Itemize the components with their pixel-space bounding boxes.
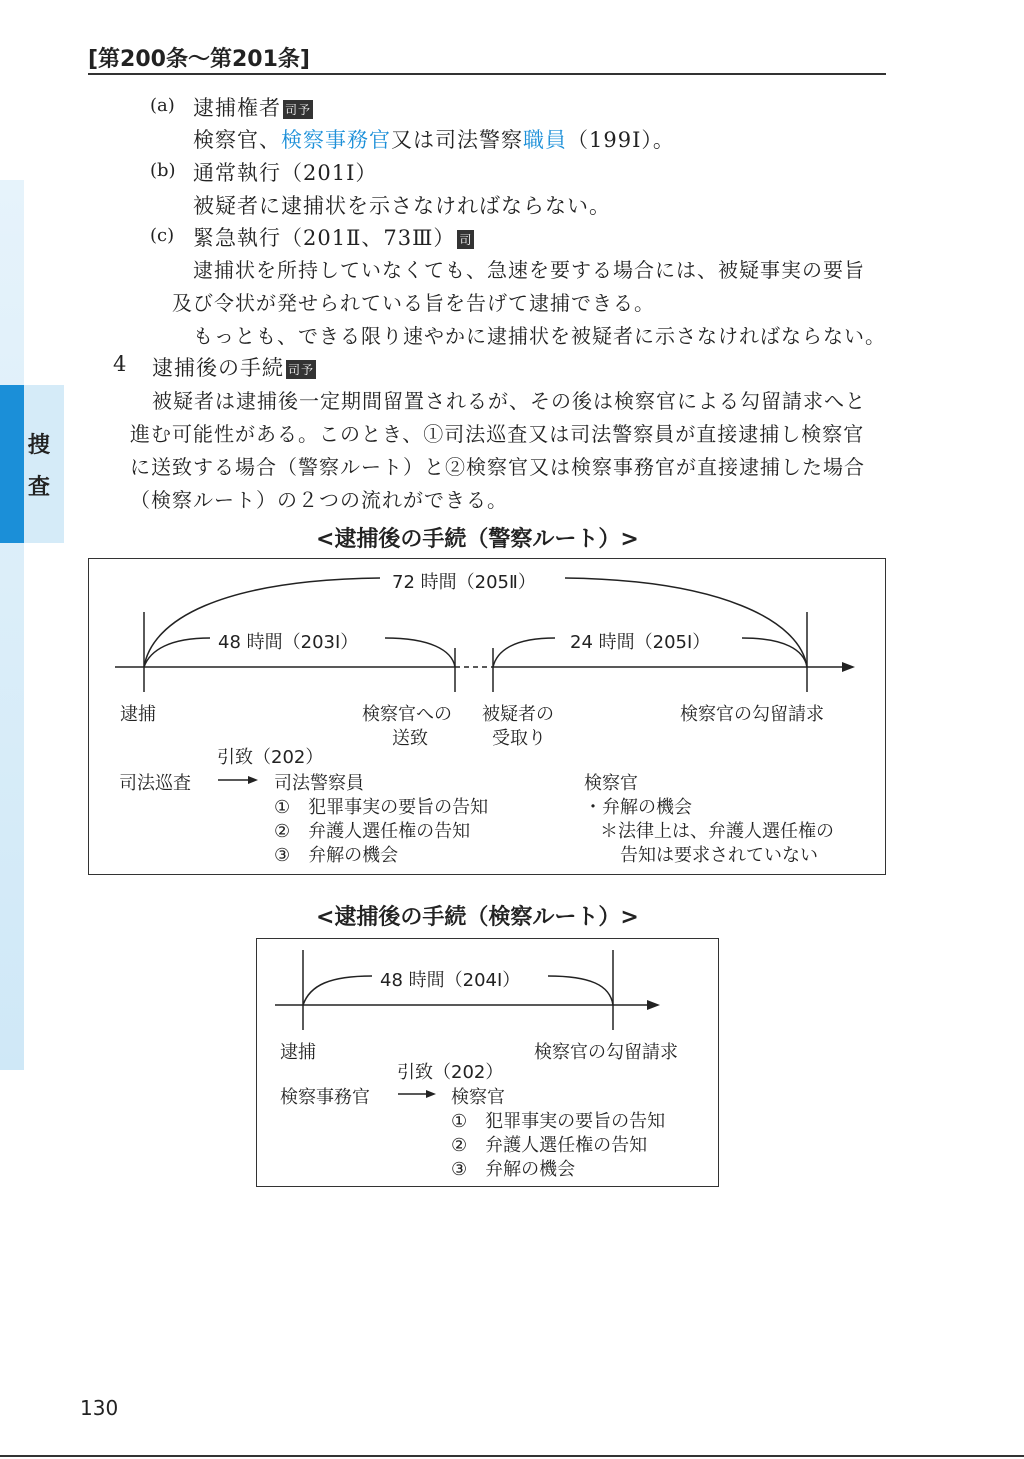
section-4-number: 4 [113,352,127,376]
event-send-line-1: 検察官への [362,704,452,725]
transfer-label: 引致（202） [397,1062,504,1083]
prosecutor-label: 検察官 [584,773,638,794]
police-diagram-title: <逮捕後の手続（警察ルート）> [316,527,639,552]
prosecutor-item: ・弁解の機会 [584,797,692,818]
span-72-label: 72 時間（205Ⅱ） [392,572,536,593]
footer-rule [0,1455,1024,1457]
procedure-item-2: ② 弁護人選任権の告知 [451,1135,648,1156]
span-48-label: 48 時間（203Ⅰ） [218,632,359,653]
exam-mark: 司 [457,230,474,249]
item-b-title: 通常執行（201Ⅰ） [193,161,378,185]
prosecution-diagram-title: <逮捕後の手続（検察ルート）> [316,905,639,930]
highlight-term: 職員 [523,128,567,152]
procedure-item-3: ③ 弁解の機会 [451,1159,576,1180]
chapter-tab-char-1: 捜 [28,433,51,458]
event-send-line-2: 送致 [392,728,428,749]
span-24-label: 24 時間（205Ⅰ） [570,632,711,653]
transfer-to: 検察官 [451,1087,505,1108]
exam-mark: 司予 [283,100,313,119]
procedure-item-1: ① 犯罪事実の要旨の告知 [274,797,489,818]
item-b-label: (b) [150,160,176,181]
item-c-title: 緊急執行（201Ⅱ、73Ⅲ） [193,226,456,250]
chapter-tab-char-2: 査 [28,475,51,500]
item-b-text: 被疑者に逮捕状を示さなければならない。 [193,194,611,218]
text-span: （199Ⅰ）。 [567,128,675,152]
section-4-title: 逮捕後の手続 [152,356,284,380]
note-line-2: 告知は要求されていない [620,845,818,866]
chapter-tab-label [28,425,50,509]
item-a-heading [193,92,313,122]
side-color-strip [0,180,24,1070]
item-c-text-3: もっとも、できる限り速やかに逮捕状を被疑者に示さなければならない。 [193,324,886,348]
header-rule [88,73,886,75]
transfer-label: 引致（202） [217,747,324,768]
span-48-label: 48 時間（204Ⅰ） [380,970,521,991]
section-4-text-3: に送致する場合（警察ルート）と②検察官又は検察事務官が直接逮捕した場合 [130,455,865,479]
note-line-1: ＊法律上は、弁護人選任権の [600,821,834,842]
text-span: 又は司法警察 [391,128,523,152]
event-receive-line-1: 被疑者の [482,704,554,725]
exam-mark: 司予 [286,360,316,379]
event-request: 検察官の勾留請求 [534,1042,678,1063]
item-c-text-2: 及び令状が発せられている旨を告げて逮捕できる。 [172,291,655,315]
event-arrest: 逮捕 [120,704,156,725]
page-number: 130 [80,1396,119,1420]
item-a-label: (a) [150,95,175,116]
transfer-to: 司法警察員 [274,773,364,794]
item-c-text-1: 逮捕状を所持していなくても、急速を要する場合には、被疑事実の要旨 [193,258,865,282]
section-header: [第200条～第201条] [88,47,310,72]
highlight-term: 検察事務官 [281,128,391,152]
item-c-heading [193,222,474,252]
event-arrest: 逮捕 [280,1042,316,1063]
transfer-from: 検察事務官 [280,1087,370,1108]
event-receive-line-2: 受取り [492,728,546,749]
event-request: 検察官の勾留請求 [680,704,824,725]
procedure-item-1: ① 犯罪事実の要旨の告知 [451,1111,666,1132]
procedure-item-3: ③ 弁解の機会 [274,845,399,866]
procedure-item-2: ② 弁護人選任権の告知 [274,821,471,842]
item-c-label: (c) [150,225,175,246]
section-4-heading [152,352,316,382]
section-4-text-1: 被疑者は逮捕後一定期間留置されるが、その後は検察官による勾留請求へと [152,389,866,413]
item-a-text [193,124,675,154]
section-4-text-2: 進む可能性がある。このとき、①司法巡査又は司法警察員が直接逮捕し検察官 [130,422,865,446]
transfer-from: 司法巡査 [119,773,191,794]
item-a-title: 逮捕権者 [193,96,281,120]
section-4-text-4: （検察ルート）の２つの流れができる。 [130,488,508,512]
chapter-tab-marker [0,385,24,543]
text-span: 検察官、 [193,128,281,152]
